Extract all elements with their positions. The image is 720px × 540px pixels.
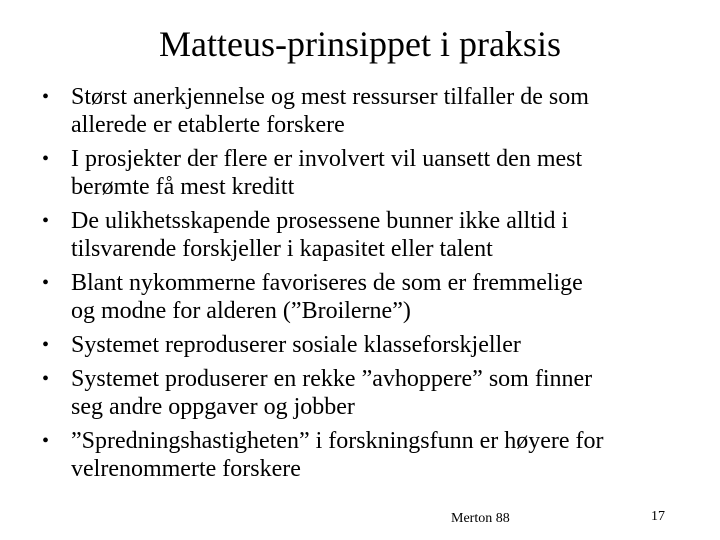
bullet-icon: • (42, 86, 50, 108)
bullet-icon: • (42, 368, 50, 390)
bullet-icon: • (42, 210, 50, 232)
bullet-item (42, 331, 702, 359)
bullet-text-line: Blant nykommerne favoriseres de som er fremmelige (71, 270, 583, 296)
bullet-text-line: og modne for alderen (”Broilerne”) (71, 298, 411, 324)
bullet-text-line: I prosjekter der flere er involvert vil uansett den mest (71, 146, 583, 172)
bullet-text-line: ”Spredningshastigheten” i forskningsfunn er høyere for (71, 428, 604, 454)
bullet-text-line: velrenommerte forskere (71, 456, 301, 482)
bullet-icon: • (42, 430, 50, 452)
bullet-text-line: Systemet produserer en rekke ”avhoppere” som finner (71, 366, 593, 392)
bullet-item (42, 269, 702, 325)
bullet-item (42, 427, 702, 483)
bullet-text-line: allerede er etablerte forskere (71, 112, 345, 138)
bullet-text-line: berømte få mest kreditt (71, 174, 295, 200)
page-number: 17 (651, 509, 665, 524)
bullet-text-line: De ulikhetsskapende prosessene bunner ikke alltid i (71, 208, 569, 234)
bullet-text-line: tilsvarende forskjeller i kapasitet eller talent (71, 236, 493, 262)
bullet-icon: • (42, 272, 50, 294)
bullet-item (42, 207, 702, 263)
bullet-item (42, 145, 702, 201)
bullet-icon: • (42, 148, 50, 170)
bullet-list (42, 83, 702, 489)
slide-title: Matteus-prinsippet i praksis (159, 24, 561, 64)
bullet-text-line: Systemet reproduserer sosiale klasseforskjeller (71, 332, 521, 358)
bullet-item (42, 365, 702, 421)
bullet-item (42, 83, 702, 139)
source-citation: Merton 88 (451, 511, 510, 526)
bullet-icon: • (42, 334, 50, 356)
bullet-text-line: Størst anerkjennelse og mest ressurser tilfaller de som (71, 84, 589, 110)
bullet-text-line: seg andre oppgaver og jobber (71, 394, 355, 420)
